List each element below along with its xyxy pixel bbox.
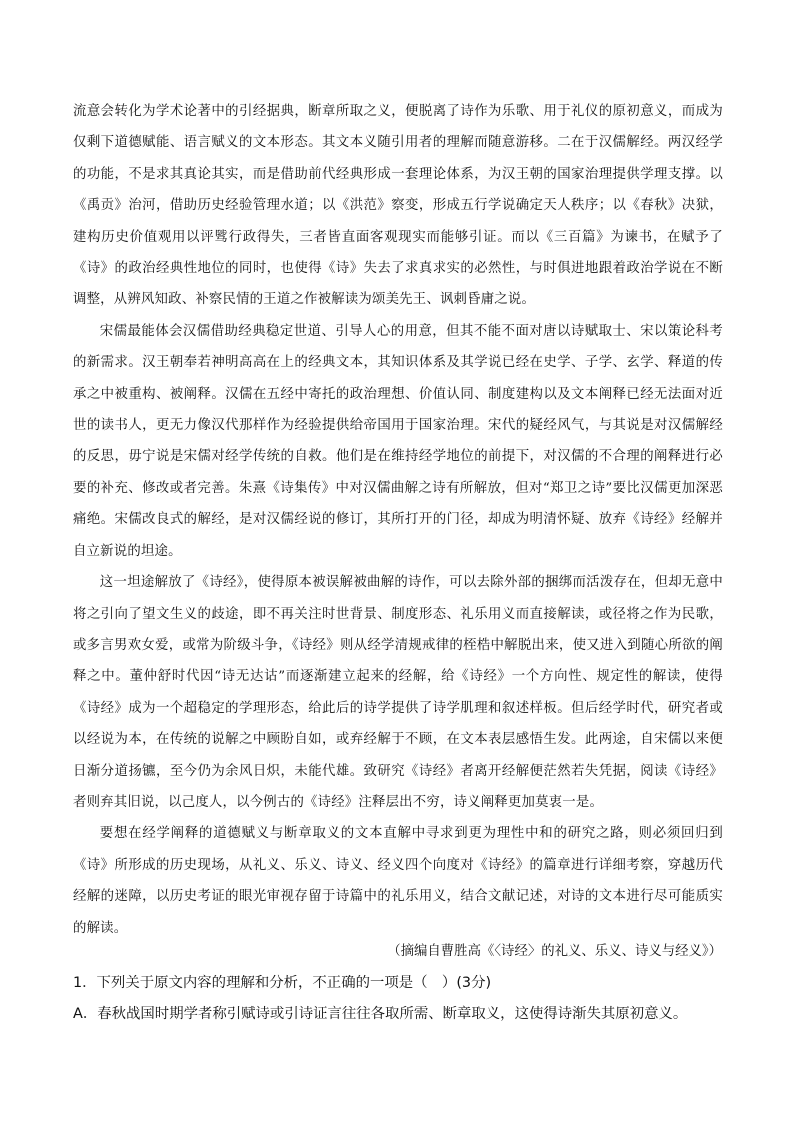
question-1 — [73, 968, 733, 1030]
passage-paragraph-1: 流意会转化为学术论著中的引经据典，断章所取之义，便脱离了诗作为乐歌、用于礼仪的原初意义，而成为仅剩下道德赋能、语言赋义的文本形态。其文本义随引用者的理解而随意游移。二在于汉儒解经。两汉经学的功能，不是求其真论其实，而是借助前代经典形成一套理论体系，为汉王朝的国家治理提供学理支撑。以《禹贡》治河，借助历史经验管理水道；以《洪范》察变，形成五行学说确定天人秩序；以《春秋》决狱，建构历史价值观用以评骘行政得失，三者皆直面客观现实而能够引证。而以《三百篇》为谏书，在赋予了《诗》的政治经典性地位的同时，也使得《诗》失去了求真求实的必然性，与时俱进地跟着政治学说在不断调整，从辨风知政、补察民情的王道之作被解读为颂美先王、讽刺昏庸之说。 — [73, 104, 723, 308]
passage-paragraph-4: 要想在经学阐释的道德赋义与断章取义的文本直解中寻求到更为理性中和的研究之路，则必须回归到《诗》所形成的历史现场，从礼义、乐义、诗义、经义四个向度对《诗经》的篇章进行详细考察，穿越历代经解的迷障，以历史考证的眼光审视存留于诗篇中的礼乐用义，结合文献记述，对诗的文本进行尽可能质实的解读。 — [73, 826, 723, 936]
passage-paragraph-3: 这一坦途解放了《诗经》，使得原本被误解被曲解的诗作，可以去除外部的捆绑而活泼存在，但却无意中将之引向了望文生义的歧途，即不再关注时世背景、制度形态、礼乐用义而直接解读，或径将之作为民歌，或多言男欢女爱，或常为阶级斗争，《诗经》则从经学清规戒律的桎梏中解脱出来，使又进入到随心所欲的阐释之中。董仲舒时代因“诗无达诂”而逐渐建立起来的经解，给《诗经》一个方向性、规定性的解读，使得《诗经》成为一个超稳定的学理形态，给此后的诗学提供了诗学肌理和叙述样板。但后经学时代，研究者或以经说为本，在传统的说解之中顾盼自如，或弃经解于不顾，在文本表层感悟生发。此两途，自宋儒以来便日渐分道扬镳，至今仍为余风日炽，未能代雄。致研究《诗经》者离开经解便茫然若失凭据，阅读《诗经》者则弃其旧说，以己度人，以今例古的《诗经》注释层出不穷，诗义阐释更加莫衷一是。 — [73, 575, 723, 810]
reading-passage — [73, 96, 723, 944]
passage-paragraph-2: 宋儒最能体会汉儒借助经典稳定世道、引导人心的用意，但其不能不面对唐以诗赋取士、宋以策论科考的新需求。汉王朝奉若神明高高在上的经典文本，其知识体系及其学说已经在史学、子学、玄学、释道的传承之中被重构、被阐释。汉儒在五经中寄托的政治理想、价值认同、制度建构以及文本阐释已经无法面对近世的读书人，更无力像汉代那样作为经验提供给帝国用于国家治理。宋代的疑经风气，与其说是对汉儒解经的反思，毋宁说是宋儒对经学传统的自救。他们是在维持经学地位的前提下，对汉儒的不合理的阐释进行必要的补充、修改或者完善。朱熹《诗集传》中对汉儒曲解之诗有所解放，但对“郑卫之诗”要比汉儒更加深恶痛绝。宋儒改良式的解经，是对汉儒经说的修订，其所打开的门径，却成为明清怀疑、放弃《诗经》经解并自立新说的坦途。 — [73, 323, 723, 559]
option-a: A．春秋战国时期学者称引赋诗或引诗证言往往各取所需、断章取义，这使得诗渐失其原初意义。 — [73, 1006, 688, 1022]
question-stem: 1．下列关于原文内容的理解和分析，不正确的一项是（ ）(3分) — [73, 975, 492, 991]
passage-source-citation: （摘编自曹胜高《〈诗经〉的礼义、乐义、诗义与经义》） — [387, 944, 722, 959]
